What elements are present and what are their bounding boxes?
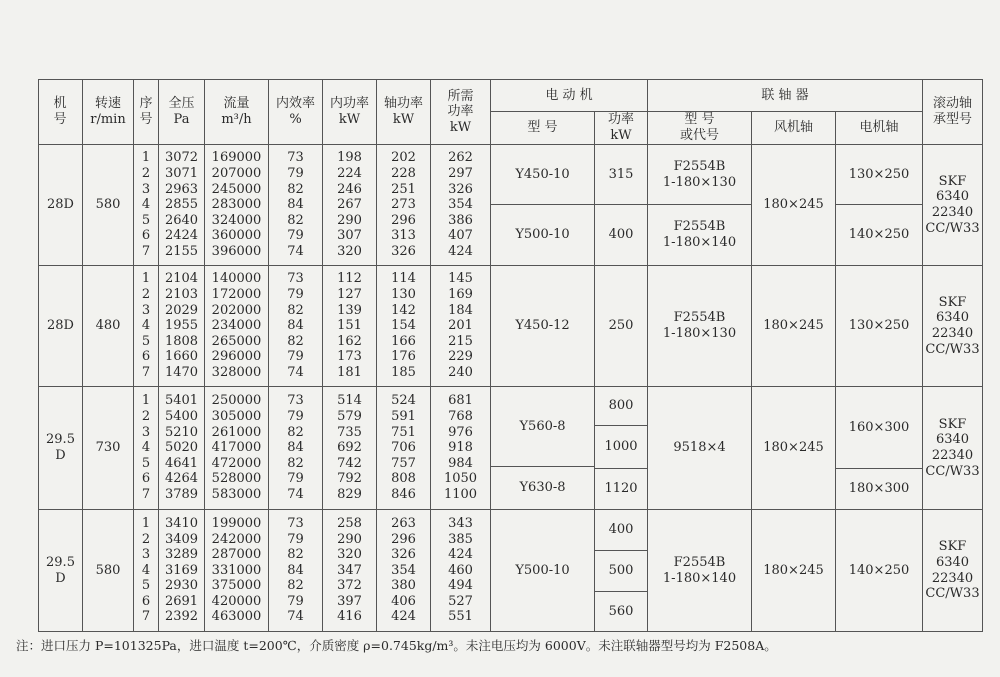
motor-shaft-cell: 130×250 [836,145,923,205]
motor-power-cell: 315 [595,145,648,205]
pressure-cell: 5401 5400 5210 5020 4641 4264 3789 [159,387,205,510]
coupling-cell: 9518×4 [648,387,752,510]
internal-efficiency-cell: 73 79 82 84 82 79 74 [269,510,323,632]
motor-shaft-cell: 130×250 [836,266,923,387]
motor-type-cell: Y630-8 [491,467,595,510]
header-required-power: 所需 功率 kW [431,80,491,145]
motor-type-cell: Y450-10 [491,145,595,205]
required-power-cell: 262 297 326 354 386 407 424 [431,145,491,266]
model-cell: 29.5 D [39,510,83,632]
internal-power-cell: 258 290 320 347 372 397 416 [323,510,377,632]
motor-power-cell: 400 [595,205,648,266]
header-motor-type: 型 号 [491,112,595,145]
motor-type-cell: Y500-10 [491,205,595,266]
flow-cell: 140000 172000 202000 234000 265000 296000 328000 [205,266,269,387]
speed-cell: 730 [83,387,134,510]
seq-cell: 1 2 3 4 5 6 7 [134,266,159,387]
internal-power-cell: 514 579 735 692 742 792 829 [323,387,377,510]
motor-shaft-cell: 140×250 [836,205,923,266]
speed-cell: 580 [83,145,134,266]
motor-power-cell: 250 [595,266,648,387]
shaft-power-cell: 524 591 751 706 757 808 846 [377,387,431,510]
shaft-power-cell: 202 228 251 273 296 313 326 [377,145,431,266]
pressure-cell: 2104 2103 2029 1955 1808 1660 1470 [159,266,205,387]
shaft-power-cell: 114 130 142 154 166 176 185 [377,266,431,387]
pressure-cell: 3072 3071 2963 2855 2640 2424 2155 [159,145,205,266]
motor-type-cell: Y500-10 [491,510,595,632]
table-footnote: 注：进口压力 P=101325Pa，进口温度 t=200℃，介质密度 ρ=0.745kg/m³。未注电压均为 6000V。未注联轴器型号均为 F2508A。 [16,638,777,653]
header-seq: 序 号 [134,80,159,145]
header-fan-shaft: 风机轴 [752,112,836,145]
pressure-cell: 3410 3409 3289 3169 2930 2691 2392 [159,510,205,632]
motor-power-cell: 1120 [595,469,648,510]
header-internal-power: 内功率 kW [323,80,377,145]
flow-cell: 169000 207000 245000 283000 324000 360000 396000 [205,145,269,266]
coupling-cell: F2554B 1-180×130 [648,145,752,205]
fan-shaft-cell: 180×245 [752,510,836,632]
required-power-cell: 343 385 424 460 494 527 551 [431,510,491,632]
internal-efficiency-cell: 73 79 82 84 82 79 74 [269,387,323,510]
flow-cell: 199000 242000 287000 331000 375000 420000 463000 [205,510,269,632]
header-pressure: 全压 Pa [159,80,205,145]
internal-efficiency-cell: 73 79 82 84 82 79 74 [269,266,323,387]
bearing-cell: SKF 6340 22340 CC/W33 [923,510,983,632]
header-coupling: 联 轴 器 [648,80,923,112]
fan-shaft-cell: 180×245 [752,266,836,387]
header-motor-shaft: 电机轴 [836,112,923,145]
required-power-cell: 681 768 976 918 984 1050 1100 [431,387,491,510]
motor-power-cell: 400 [595,510,648,551]
motor-shaft-cell: 180×300 [836,469,923,510]
fan-shaft-cell: 180×245 [752,145,836,266]
coupling-cell: F2554B 1-180×140 [648,205,752,266]
motor-power-cell: 1000 [595,426,648,469]
motor-power-cell: 500 [595,551,648,592]
header-motor: 电 动 机 [491,80,648,112]
motor-power-cell: 800 [595,387,648,426]
motor-type-cell: Y450-12 [491,266,595,387]
shaft-power-cell: 263 296 326 354 380 406 424 [377,510,431,632]
header-coupling-type: 型 号 或代号 [648,112,752,145]
header-shaft-power: 轴功率 kW [377,80,431,145]
fan-shaft-cell: 180×245 [752,387,836,510]
seq-cell: 1 2 3 4 5 6 7 [134,145,159,266]
internal-efficiency-cell: 73 79 82 84 82 79 74 [269,145,323,266]
flow-cell: 250000 305000 261000 417000 472000 528000 583000 [205,387,269,510]
model-cell: 28D [39,145,83,266]
motor-shaft-cell: 160×300 [836,387,923,469]
internal-power-cell: 112 127 139 151 162 173 181 [323,266,377,387]
model-cell: 28D [39,266,83,387]
header-internal-efficiency: 内效率 % [269,80,323,145]
model-cell: 29.5 D [39,387,83,510]
header-model: 机 号 [39,80,83,145]
internal-power-cell: 198 224 246 267 290 307 320 [323,145,377,266]
seq-cell: 1 2 3 4 5 6 7 [134,387,159,510]
required-power-cell: 145 169 184 201 215 229 240 [431,266,491,387]
bearing-cell: SKF 6340 22340 CC/W33 [923,387,983,510]
header-motor-power: 功率 kW [595,112,648,145]
header-speed: 转速 r/min [83,80,134,145]
motor-shaft-cell: 140×250 [836,510,923,632]
seq-cell: 1 2 3 4 5 6 7 [134,510,159,632]
coupling-cell: F2554B 1-180×130 [648,266,752,387]
bearing-cell: SKF 6340 22340 CC/W33 [923,145,983,266]
speed-cell: 580 [83,510,134,632]
bearing-cell: SKF 6340 22340 CC/W33 [923,266,983,387]
coupling-cell: F2554B 1-180×140 [648,510,752,632]
fan-spec-table [38,79,983,632]
header-flow: 流量 m³/h [205,80,269,145]
motor-type-cell: Y560-8 [491,387,595,467]
speed-cell: 480 [83,266,134,387]
header-bearing: 滚动轴 承型号 [923,80,983,145]
motor-power-cell: 560 [595,592,648,632]
